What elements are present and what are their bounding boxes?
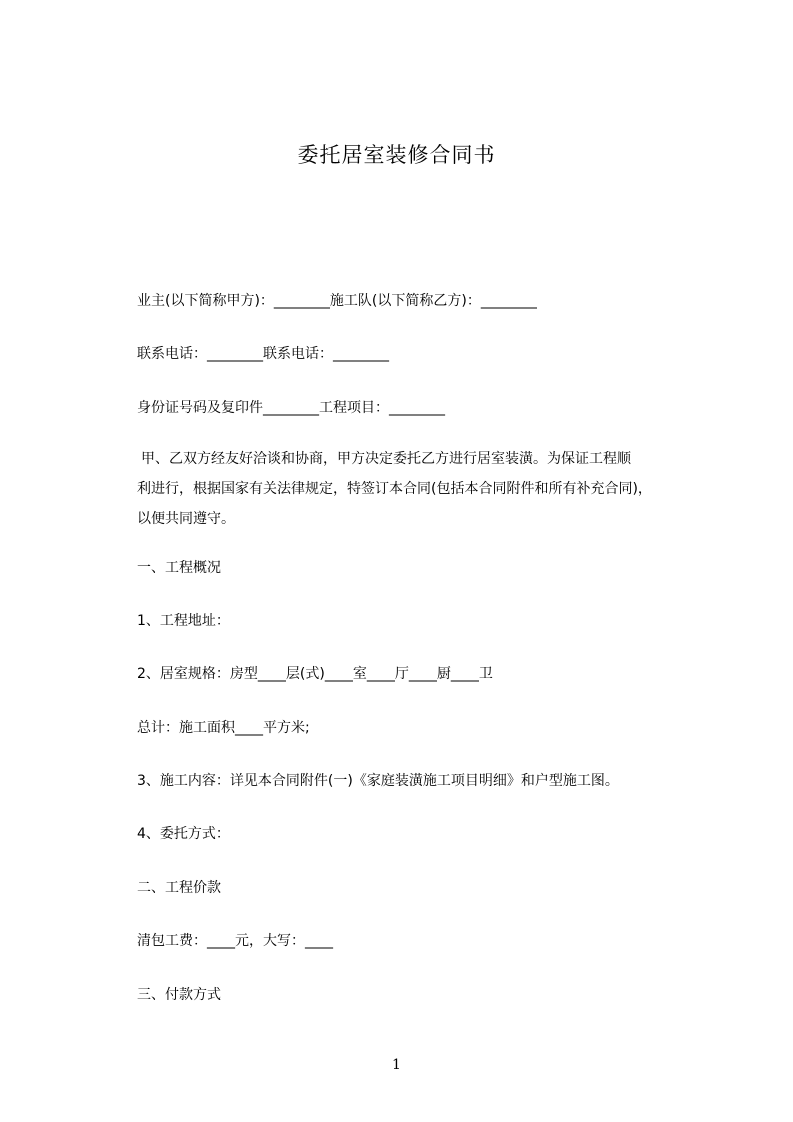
phone-line: 联系电话：________联系电话：________ bbox=[137, 346, 389, 362]
intro-line-2: 利进行，根据国家有关法律规定，特签订本合同(包括本合同附件和所有补充合同)， bbox=[137, 481, 652, 497]
item-construction-content: 3、施工内容：详见本合同附件(一)《家庭装潢施工项目明细》和户型施工图。 bbox=[137, 773, 619, 789]
item-room-spec: 2、居室规格：房型____层(式)____室____厅____厨____卫 bbox=[137, 666, 493, 682]
intro-line-1: 甲、乙双方经友好洽谈和协商，甲方决定委托乙方进行居室装潢。为保证工程顺 bbox=[141, 451, 631, 467]
intro-paragraph bbox=[137, 444, 667, 534]
item-address: 1、工程地址： bbox=[137, 613, 230, 629]
section-heading-overview: 一、工程概况 bbox=[137, 560, 221, 576]
item-commission-method: 4、委托方式： bbox=[137, 826, 230, 842]
id-project-line: 身份证号码及复印件________工程项目：________ bbox=[137, 400, 445, 416]
section-heading-payment: 三、付款方式 bbox=[137, 987, 221, 1003]
page-number: 1 bbox=[392, 1057, 401, 1073]
price-line: 清包工费：____元，大写：____ bbox=[137, 933, 333, 949]
parties-line: 业主(以下简称甲方)：________施工队(以下简称乙方)：________ bbox=[137, 293, 537, 309]
section-heading-price: 二、工程价款 bbox=[137, 880, 221, 896]
document-title: 委托居室装修合同书 bbox=[297, 143, 496, 167]
item-total-area: 总计：施工面积____平方米; bbox=[137, 720, 310, 736]
intro-line-3: 以便共同遵守。 bbox=[137, 511, 235, 527]
